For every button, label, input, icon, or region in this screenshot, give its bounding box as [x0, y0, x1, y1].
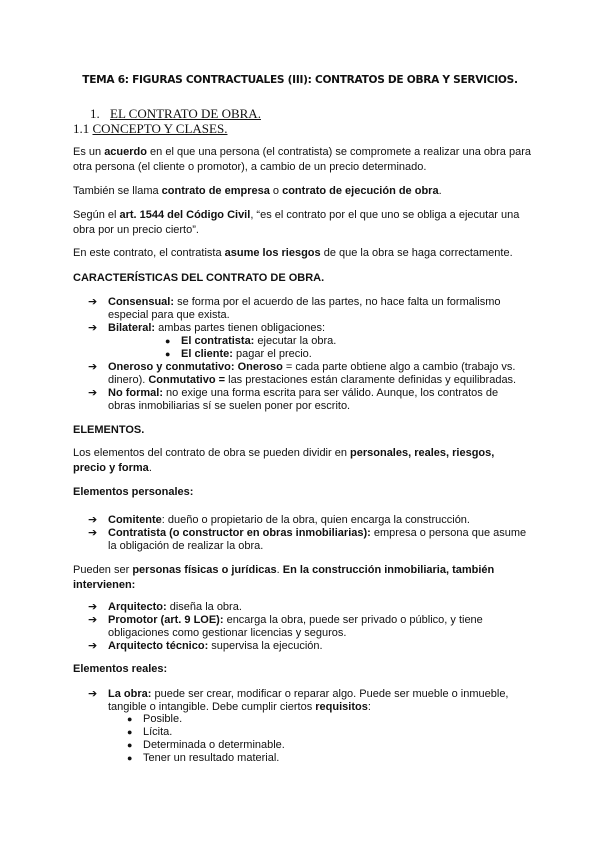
- elements-heading: ELEMENTOS.: [73, 424, 145, 436]
- requirement-item: [127, 739, 285, 752]
- item-text: Determinada o determinable.: [143, 739, 285, 751]
- item-text: supervisa la ejecución.: [208, 640, 323, 652]
- arrow-icon: ➔: [88, 361, 98, 373]
- bullet-icon: ●: [165, 336, 171, 346]
- bold-text: contrato de empresa: [161, 185, 270, 197]
- bullet-icon: ●: [165, 349, 171, 359]
- bold-text: contrato de ejecución de obra: [282, 185, 439, 197]
- bold-text: personales, reales, riesgos, precio y forma: [73, 447, 495, 474]
- item-text: se forma por el acuerdo de las partes, no hace falta un formalismo especial para que exista.: [108, 296, 501, 321]
- list-item-comitente: [88, 514, 528, 527]
- list-item-la-obra: [88, 688, 528, 714]
- section-number: 1.: [90, 106, 100, 121]
- characteristics-heading: CARACTERÍSTICAS DEL CONTRATO DE OBRA.: [73, 272, 325, 284]
- item-label: No formal:: [108, 387, 163, 399]
- item-text: Posible.: [143, 713, 183, 725]
- item-text: : dueño o propietario de la obra, quien encarga la construcción.: [161, 514, 470, 526]
- text: de que la obra se haga correctamente.: [320, 247, 513, 259]
- item-label: requisitos: [315, 701, 368, 713]
- text: .: [148, 462, 152, 474]
- paragraph-also-called: [73, 184, 533, 199]
- item-label: Oneroso y conmutativo: Oneroso: [108, 361, 283, 373]
- item-label: El cliente:: [181, 348, 233, 360]
- list-item-arquitecto: [88, 601, 528, 614]
- requirement-item: [127, 713, 182, 726]
- bold-text: personas físicas o jurídicas: [132, 564, 277, 576]
- arrow-icon: ➔: [88, 322, 98, 334]
- item-text: puede ser crear, modificar o reparar algo. Puede ser mueble o inmueble, tangible o intangible. Debe cumplir ciertos: [108, 688, 509, 713]
- list-item-no-formal: [88, 387, 528, 413]
- subsection-title: CONCEPTO Y CLASES.: [92, 121, 228, 136]
- list-item-arquitecto-tecnico: [88, 640, 528, 653]
- list-item-oneroso: [88, 361, 528, 387]
- item-label: Arquitecto técnico:: [108, 640, 209, 652]
- paragraph-elements: [73, 446, 513, 476]
- bullet-icon: ●: [127, 740, 133, 750]
- text: o: [269, 185, 283, 197]
- bullet-icon: ●: [127, 753, 133, 763]
- requirement-item: [127, 726, 172, 739]
- paragraph-risks: [73, 246, 533, 261]
- item-text: pagar el precio.: [232, 348, 312, 360]
- arrow-icon: ➔: [88, 527, 98, 539]
- item-label: Comitente: [108, 514, 162, 526]
- item-label: Contratista (o constructor en obras inmobiliarias):: [108, 527, 371, 539]
- item-label: Bilateral:: [108, 322, 156, 334]
- arrow-icon: ➔: [88, 514, 98, 526]
- list-item-contratista: [88, 527, 528, 553]
- item-text: = cada parte obtiene algo a cambio (trabajo vs. dinero).: [108, 361, 516, 386]
- paragraph-civil-code: [73, 208, 533, 238]
- item-label: Consensual:: [108, 296, 175, 308]
- arrow-icon: ➔: [88, 688, 98, 700]
- bold-text: En la construcción inmobiliaria, también intervienen:: [73, 564, 495, 591]
- bullet-icon: ●: [127, 714, 133, 724]
- sub-item-cliente: [165, 348, 312, 361]
- bold-text: acuerdo: [104, 146, 147, 158]
- paragraph-definition: [73, 145, 533, 175]
- real-elements-heading: Elementos reales:: [73, 663, 168, 675]
- item-label: El contratista:: [181, 335, 255, 347]
- item-text: ejecutar la obra.: [254, 335, 337, 347]
- list-item-promotor: [88, 614, 528, 640]
- subsection-heading: [73, 121, 227, 137]
- item-text: encarga la obra, puede ser privado o público, y tiene obligaciones como gestionar licencias y seguros.: [108, 614, 483, 639]
- arrow-icon: ➔: [88, 614, 98, 626]
- item-text: Tener un resultado material.: [143, 752, 280, 764]
- item-label: Promotor (art. 9 LOE):: [108, 614, 224, 626]
- arrow-icon: ➔: [88, 640, 98, 652]
- text: También se llama: [73, 185, 162, 197]
- item-text: diseña la obra.: [166, 601, 242, 613]
- text: Los elementos del contrato de obra se pueden dividir en: [73, 447, 351, 459]
- item-label: Conmutativo =: [148, 374, 226, 386]
- section-title: EL CONTRATO DE OBRA.: [110, 106, 261, 121]
- personal-elements-heading: Elementos personales:: [73, 486, 194, 498]
- text: Pueden ser: [73, 564, 133, 576]
- text: .: [276, 564, 283, 576]
- item-text: ambas partes tienen obligaciones:: [155, 322, 326, 334]
- section-heading-1: [90, 106, 261, 122]
- arrow-icon: ➔: [88, 387, 98, 399]
- subsection-number: 1.1: [73, 121, 90, 136]
- bold-text: art. 1544 del Código Civil: [119, 209, 251, 221]
- text: En este contrato, el contratista: [73, 247, 225, 259]
- item-text: empresa o persona que asume la obligación de realizar la obra.: [108, 527, 527, 552]
- document-title: TEMA 6: FIGURAS CONTRACTUALES (III): CONTRATOS DE OBRA Y SERVICIOS.: [82, 74, 518, 86]
- arrow-icon: ➔: [88, 296, 98, 308]
- arrow-icon: ➔: [88, 601, 98, 613]
- text: Según el: [73, 209, 120, 221]
- item-text: las prestaciones están claramente definidas y equilibradas.: [225, 374, 517, 386]
- text: Es un: [73, 146, 105, 158]
- list-item-bilateral: [88, 322, 528, 335]
- item-text: no exige una forma escrita para ser válido. Aunque, los contratos de obras inmobiliarias sí se suelen poner por escrito.: [108, 387, 499, 412]
- text: , “es el contrato por el que uno se obliga a ejecutar una obra por un precio cierto”.: [73, 209, 520, 236]
- text: en el que una persona (el contratista) se compromete a realizar una obra para otra persona (el cliente o promotor), a cambio de un precio determinado.: [73, 146, 531, 173]
- requirement-item: [127, 752, 279, 765]
- item-text: Lícita.: [143, 726, 173, 738]
- item-text: :: [367, 701, 371, 713]
- item-label: Arquitecto:: [108, 601, 167, 613]
- sub-item-contratista: [165, 335, 336, 348]
- item-label: La obra:: [108, 688, 152, 700]
- paragraph-persons: [73, 563, 523, 593]
- list-item-consensual: [88, 296, 528, 322]
- bullet-icon: ●: [127, 727, 133, 737]
- text: .: [438, 185, 442, 197]
- bold-text: asume los riesgos: [224, 247, 321, 259]
